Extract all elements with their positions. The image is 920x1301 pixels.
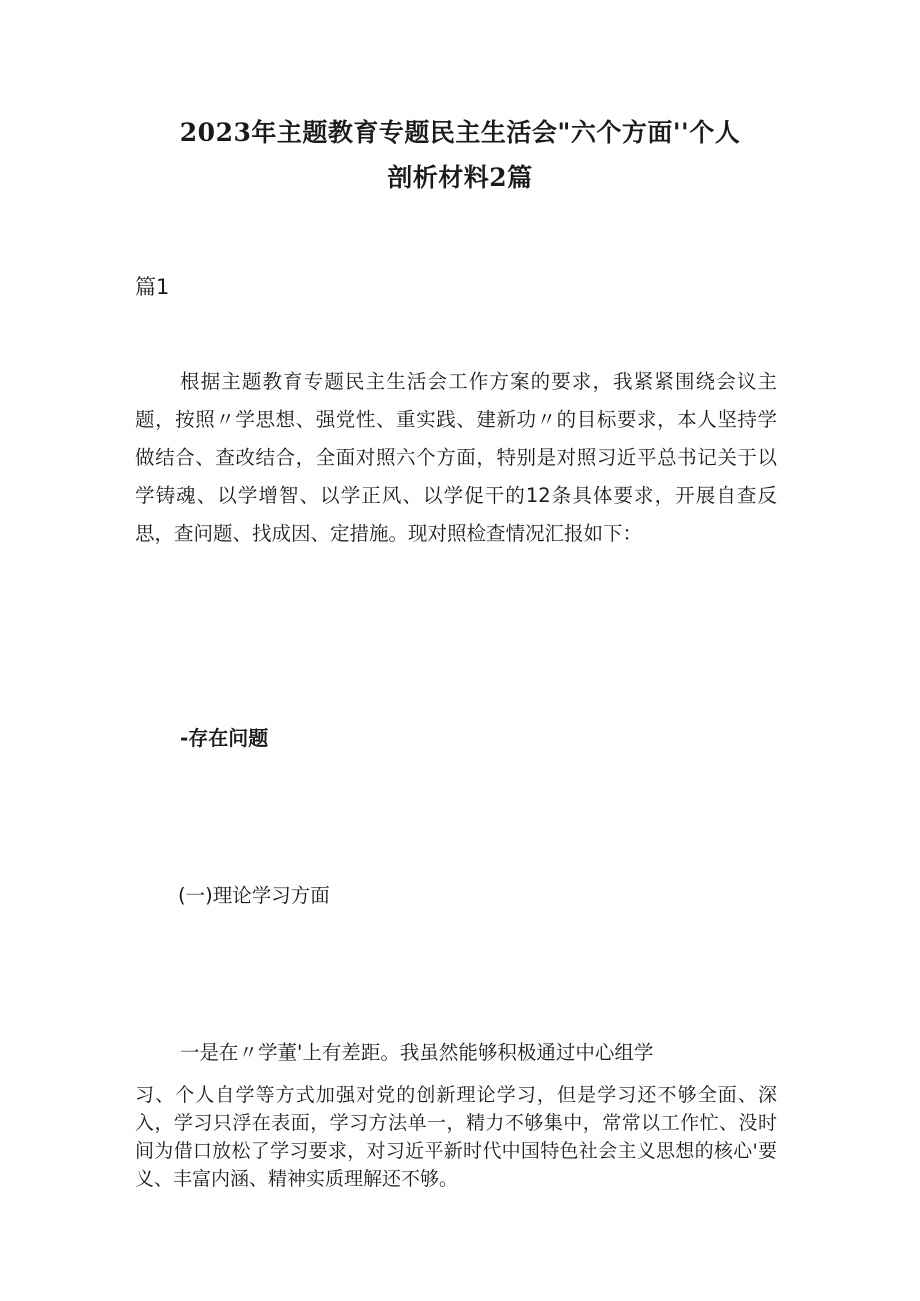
heading-problems: -存在问题 [180, 726, 269, 750]
document-title-line1: 2023年主题教育专题民主生活会"六个方面''个人 [179, 118, 741, 147]
point-one-paragraph: 习、个人自学等方式加强对党的创新理论学习，但是学习还不够全面、深入，学习只浮在表面，学习方法单一，精力不够集中，常常以工作忙、没时间为借口放松了学习要求，对习近平新时代中国特色社会主义思想的核心'要义、丰富内涵、精神实质理解还不够。 [135, 1084, 777, 1190]
document-title-line2: 剖析材料2篇 [387, 163, 533, 192]
section-label: 篇1 [135, 275, 170, 299]
intro-paragraph: 根据主题教育专题民主生活会工作方案的要求，我紧紧围绕会议主题，按照〃学思想、强党性、重实践、建新功〃的目标要求，本人坚持学做结合、查改结合，全面对照六个方面，特别是对照习近平总书记关于以学铸魂、以学增智、以学正风、以学促干的12条具体要求，开展自查反思，查问题、找成因、定措施。现对照检查情况汇报如下： [135, 370, 777, 545]
point-one-first-line: 一是在〃学董'上有差距。我虽然能够积极通过中心组学 [180, 1041, 654, 1064]
subheading-theory-study: (一)理论学习方面 [178, 884, 330, 907]
